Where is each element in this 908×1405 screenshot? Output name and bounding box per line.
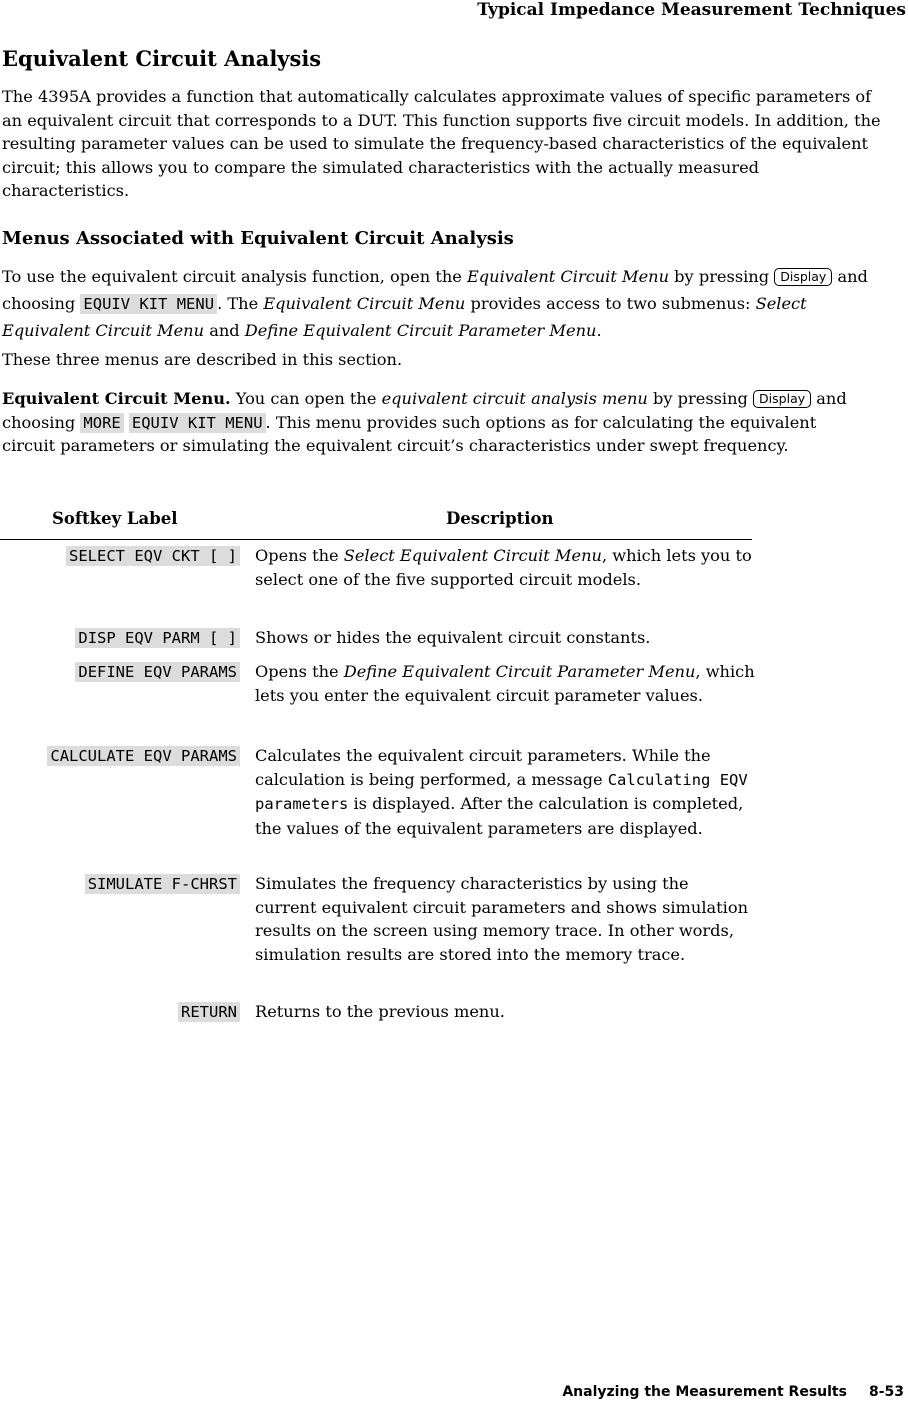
text-run: , which lets you to select one of the five supported circuit models.: [255, 546, 752, 589]
run-in-heading: Equivalent Circuit Menu.: [2, 389, 231, 408]
row-description: [255, 996, 755, 1024]
text-run: Opens the: [255, 662, 344, 681]
text-run: and: [204, 321, 245, 340]
return-softkey: RETURN: [178, 1002, 240, 1022]
text-run: Opens the: [255, 546, 344, 565]
table-row: [0, 740, 752, 868]
row-description: [255, 656, 755, 707]
menu-name: Define Equivalent Circuit Parameter Menu: [343, 662, 696, 681]
menu-name: Select Equivalent Circuit Menu: [2, 294, 807, 340]
text-run: and choosing: [2, 267, 868, 313]
menu-name: Select Equivalent Circuit Menu: [343, 546, 602, 565]
equivalent-circuit-menu-paragraph: [2, 387, 852, 458]
table-row: [0, 656, 755, 740]
these-menus-paragraph: These three menus are described in this section.: [2, 350, 403, 369]
text-run: You can open the: [230, 389, 382, 408]
text-run: . This menu provides such options as for calculating the equivalent circuit parameters or simulating the equivalent circuit’s characteristics under swept frequency.: [2, 412, 817, 455]
more-softkey: MORE: [80, 413, 123, 433]
text-run: and choosing: [2, 389, 847, 432]
softkey-table: [0, 505, 755, 1026]
simulate-f-chrst-softkey: SIMULATE F-CHRST: [85, 874, 240, 894]
text-run: .: [596, 321, 602, 340]
menu-name: Define Equivalent Circuit Parameter Menu: [244, 321, 597, 340]
text-run: Calculates the equivalent circuit parameters. While the calculation is being performed, a message: [255, 746, 711, 789]
menu-name: equivalent circuit analysis menu: [381, 389, 648, 408]
row-description: [255, 540, 755, 591]
select-eqv-ckt-softkey: SELECT EQV CKT [ ]: [66, 546, 240, 566]
text-run: To use the equivalent circuit analysis function, open the: [2, 267, 467, 286]
text-run: Simulates the frequency characteristics by using the current equivalent circuit parameters and shows simulation results on the screen using memory trace. In other words, simulation results are stored into the memory trace.: [255, 874, 749, 964]
page-number: 8-53: [868, 1384, 904, 1400]
disp-eqv-parm-softkey: DISP EQV PARM [ ]: [75, 628, 240, 648]
menus-paragraph: [2, 263, 882, 344]
intro-paragraph: The 4395A provides a function that automatically calculates approximate values of specific parameters of an equivalent circuit that corresponds to a DUT. This function supports five circuit models. In addition, the resulting parameter values can be used to simulate the frequency-based characteristics of the equivalent circuit; this allows you to compare the simulated characteristics with the actually measured characteristics.: [2, 87, 881, 200]
menu-name: Equivalent Circuit Menu: [466, 267, 670, 286]
define-eqv-params-softkey: DEFINE EQV PARAMS: [75, 662, 240, 682]
text-run: is displayed. After the calculation is completed, the values of the equivalent parameters are displayed.: [255, 794, 744, 838]
display-hardkey: Display: [774, 268, 832, 286]
header-softkey-label: Softkey Label: [52, 509, 178, 528]
status-message: Calculating EQV parameters: [255, 770, 748, 813]
text-run: by pressing: [647, 389, 754, 408]
text-run: provides access to two submenus:: [465, 294, 756, 313]
table-row: [0, 868, 752, 996]
text-run: , which lets you enter the equivalent circuit parameter values.: [255, 662, 755, 705]
text-run: Returns to the previous menu.: [255, 1002, 505, 1021]
footer-chapter: Analyzing the Measurement Results: [562, 1384, 847, 1400]
row-description: [255, 868, 755, 966]
table-header: [0, 505, 752, 540]
text-run: by pressing: [669, 267, 775, 286]
table-row: [0, 540, 752, 622]
running-head: Typical Impedance Measurement Techniques: [477, 0, 906, 20]
table-row: [0, 996, 752, 1026]
calculate-eqv-params-softkey: CALCULATE EQV PARAMS: [47, 746, 240, 766]
menu-name: Equivalent Circuit Menu: [263, 294, 466, 313]
section-title: Equivalent Circuit Analysis: [2, 46, 322, 71]
table-row: [0, 622, 752, 656]
equiv-kit-menu-softkey: EQUIV KIT MENU: [129, 413, 266, 433]
display-hardkey: Display: [753, 390, 811, 408]
equiv-kit-menu-softkey: EQUIV KIT MENU: [80, 294, 217, 314]
subsection-title: Menus Associated with Equivalent Circuit Analysis: [2, 228, 514, 249]
row-description: [255, 622, 755, 650]
page-footer: [562, 1384, 904, 1400]
text-run: Shows or hides the equivalent circuit constants.: [255, 628, 651, 647]
row-description: [255, 740, 755, 840]
header-description: Description: [446, 509, 554, 528]
text-run: . The: [217, 294, 264, 313]
